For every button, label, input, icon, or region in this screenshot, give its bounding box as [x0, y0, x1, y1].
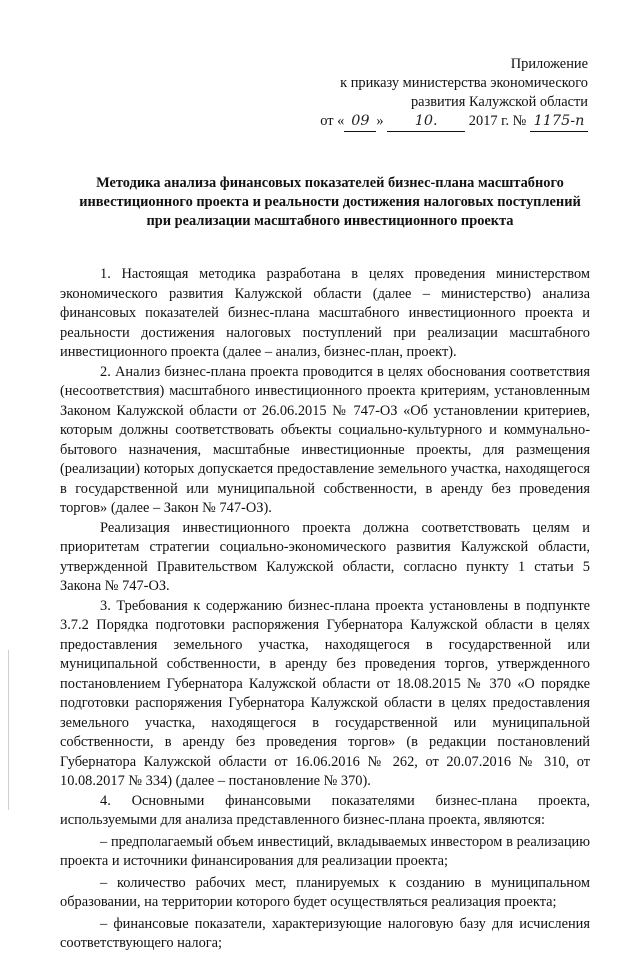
date-prefix: от «	[320, 113, 345, 129]
list-item-jobs: – количество рабочих мест, планируемых к созданию в муниципальном образовании, на территории которого будет осуществляться реализация проекта;	[60, 874, 590, 910]
appendix-ministry-line: развития Калужской области	[410, 94, 588, 110]
handwritten-order-number: 1175-п	[530, 112, 588, 132]
appendix-header	[320, 55, 588, 132]
paragraph-2-continuation: Реализация инвестиционного проекта должна соответствовать целям и приоритетам стратегии социально-экономического развития Калужской области, утвержденной Правительством Калужской области, согласно пункту 1 статьи 5 Закона № 747-ОЗ.	[60, 519, 590, 594]
date-year: 2017 г. №	[468, 113, 527, 129]
handwritten-month: 10.	[387, 112, 465, 132]
paragraph-2: 2. Анализ бизнес-плана проекта проводится в целях обоснования соответствия (несоответствия) масштабного инвестиционного проекта критериям, установленным Законом Калужской области от 26.06.2015 № 747-ОЗ «Об установлении критериев, которым должны соответствовать объекты социально-культурного и коммунально-бытового назначения, масштабные инвестиционные проекты, для размещения (реализации) которых допускается предоставление земельного участка, находящегося в государственной или муниципальной собственности, в аренду без проведения торгов» (далее – Закон № 747-ОЗ).	[60, 363, 590, 516]
paragraph-1: 1. Настоящая методика разработана в целях проведения министерством экономического развития Калужской области (далее – министерство) анализа финансовых показателей бизнес-плана масштабного инвестиционного проекта и реальности достижения налоговых поступлений при реализации масштабного инвестиционного проекта (далее – анализ, бизнес-план, проект).	[60, 266, 590, 360]
date-mid: »	[376, 113, 384, 129]
appendix-date-line	[320, 112, 588, 132]
handwritten-day: 09	[344, 112, 376, 132]
document-body	[60, 265, 590, 954]
paragraph-3: 3. Требования к содержанию бизнес-плана проекта установлены в подпункте 3.7.2 Порядка подготовки распоряжения Губернатора Калужской области в целях предоставления земельного участка, находящегося в государственной или муниципальной собственности, в аренду без проведения торгов, утвержденного постановлением Губернатора Калужской области от 18.08.2015 № 370 «О порядке подготовки распоряжения Губернатора Калужской области в целях предоставления земельного участка, находящегося в государственной или муниципальной собственности, в аренду без проведения торгов» (в редакции постановлений Губернатора Калужской области от 16.06.2016 № 262, от 20.07.2016 № 310, от 10.08.2017 № 334) (далее – постановление № 370).	[60, 597, 590, 789]
list-item-investment: – предполагаемый объем инвестиций, вкладываемых инвестором в реализацию проекта и источники финансирования для реализации проекта;	[60, 833, 590, 869]
list-item-financial-indicators: – финансовые показатели, характеризующие налоговую базу для исчисления соответствующего налога;	[60, 915, 590, 951]
scan-artifact-line	[8, 650, 9, 810]
appendix-order-line: к приказу министерства экономического	[340, 75, 588, 91]
appendix-label: Приложение	[510, 56, 588, 72]
document-title: Методика анализа финансовых показателей бизнес-плана масштабного инвестиционного проекта и реальности достижения налоговых поступлений при реализации масштабного инвестиционного проекта	[79, 175, 581, 229]
paragraph-4: 4. Основными финансовыми показателями бизнес-плана проекта, используемыми для анализа представленного бизнес-плана проекта, являются:	[60, 792, 590, 828]
